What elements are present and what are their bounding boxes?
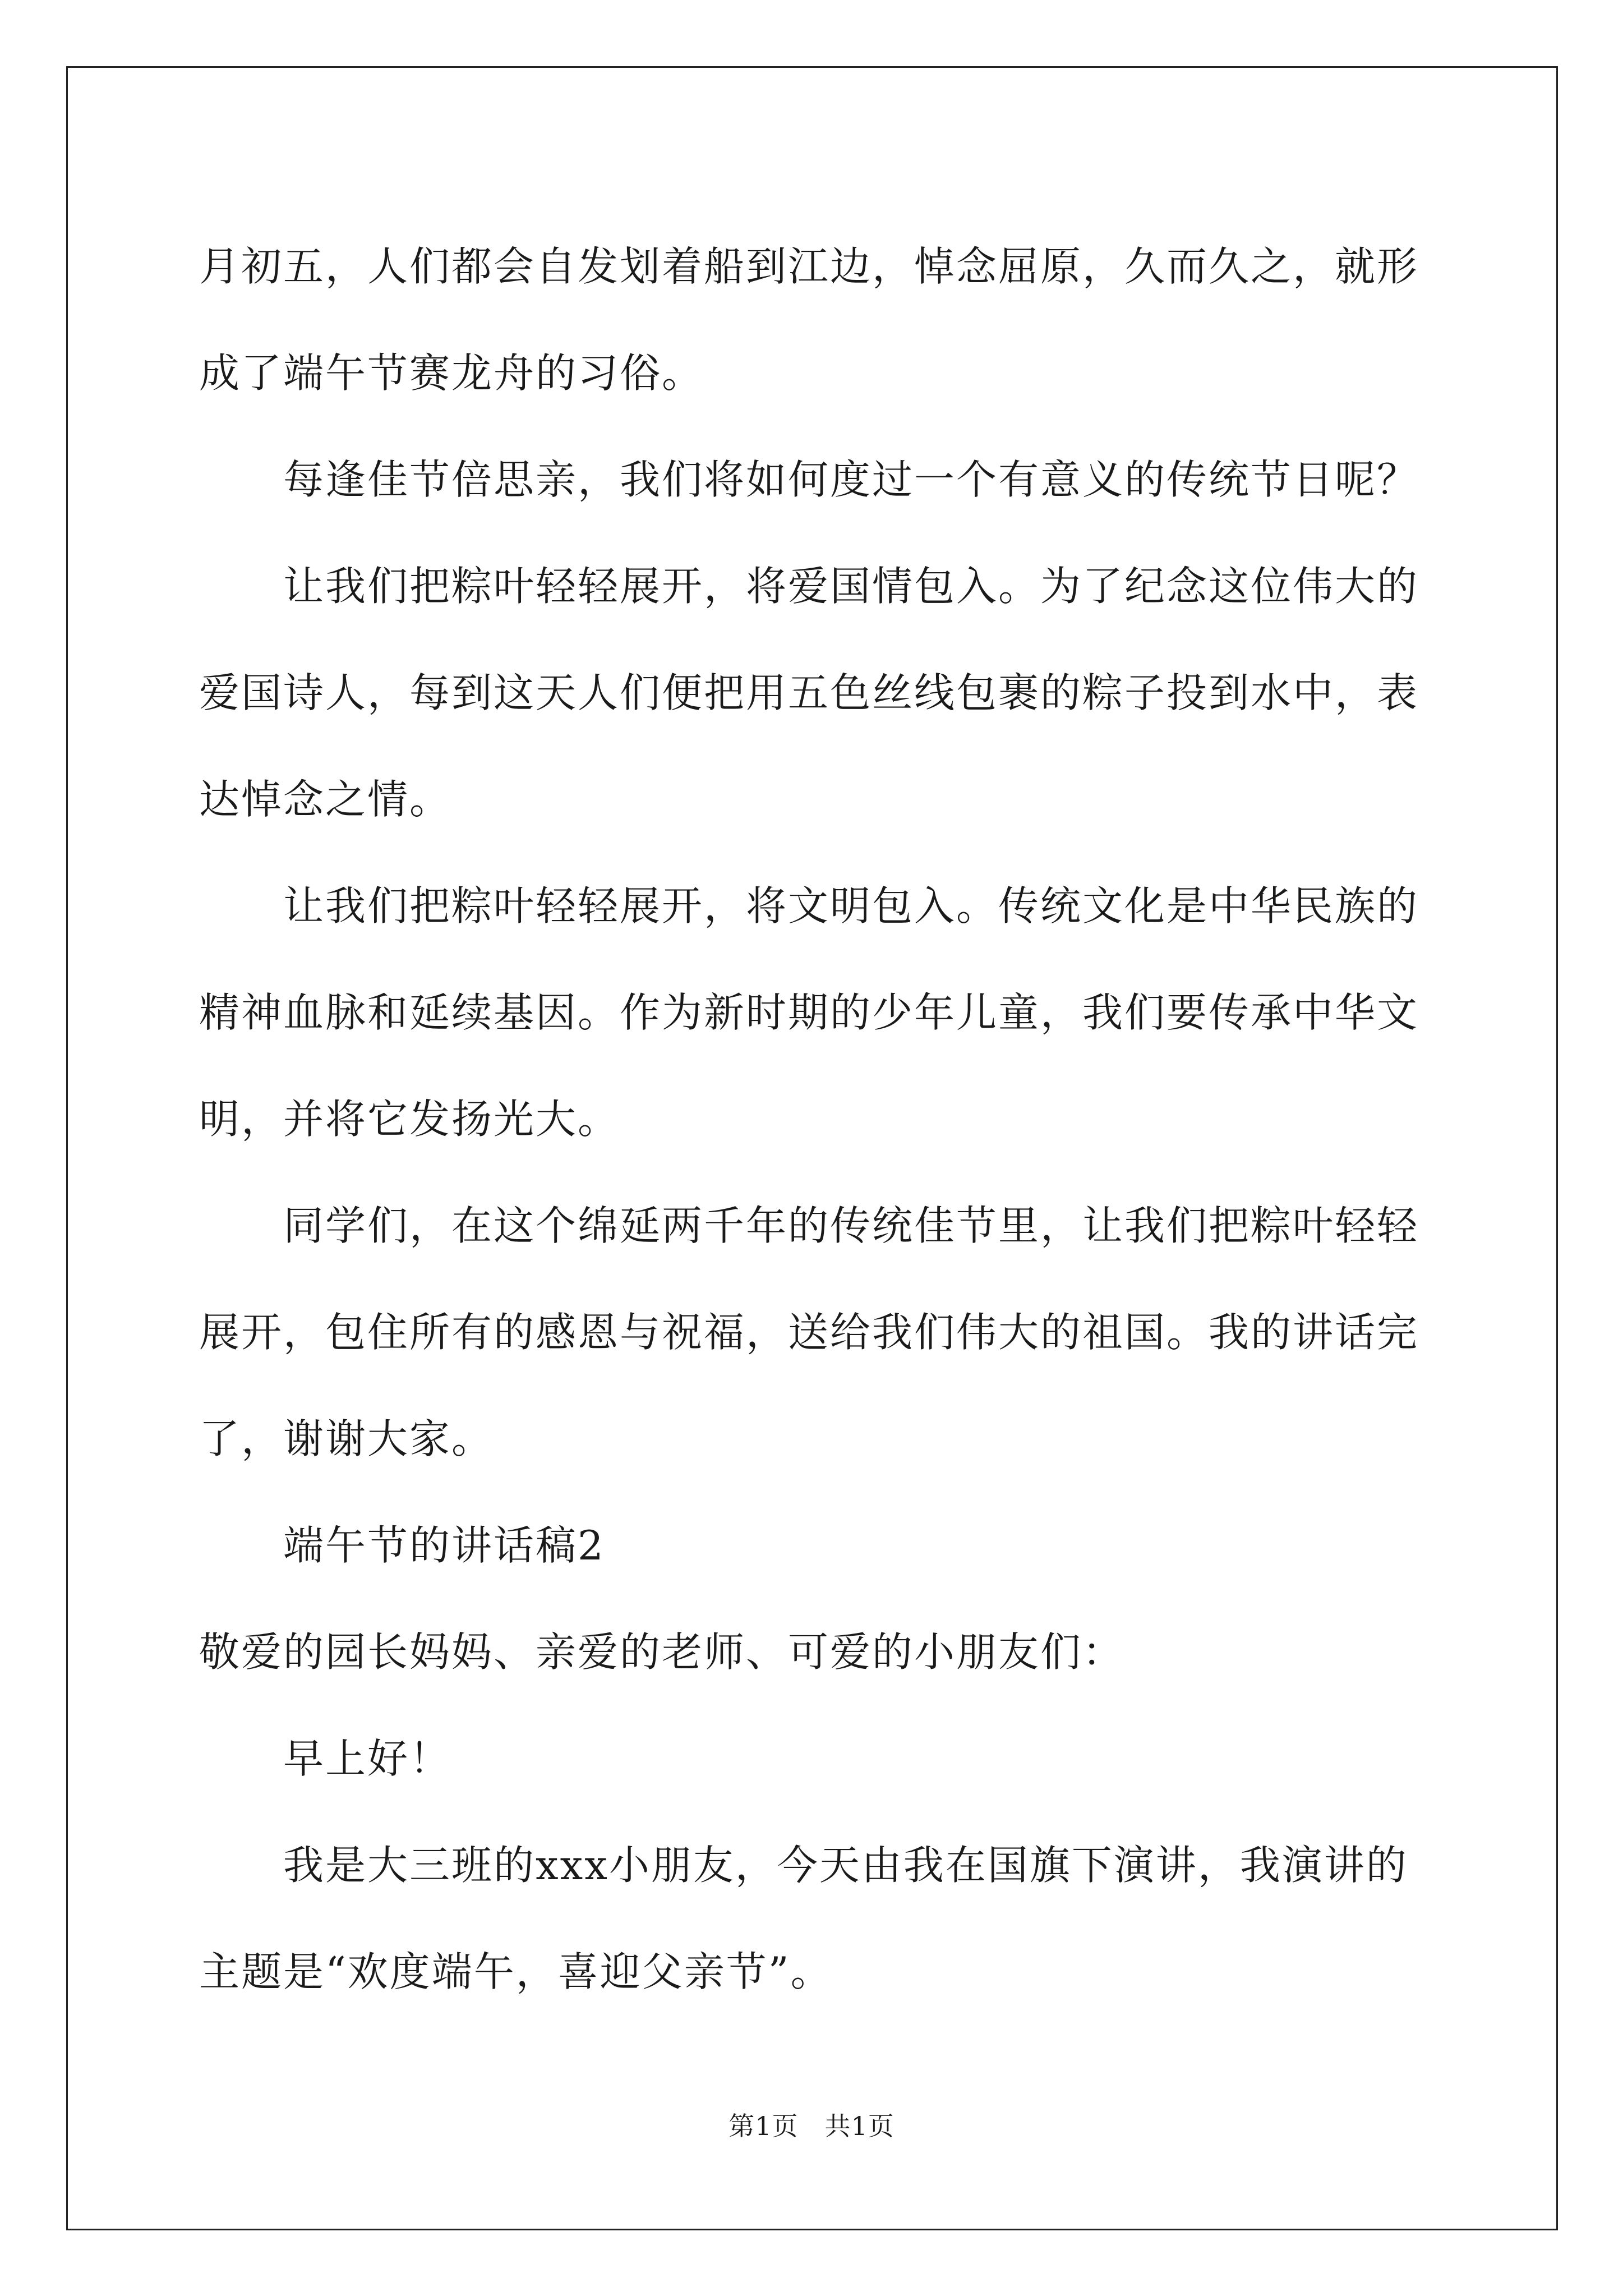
page-footer [0, 2109, 1623, 2143]
paragraph-2: 每逢佳节倍思亲，我们将如何度过一个有意义的传统节日呢？ [283, 456, 1419, 503]
paragraph-9: 我是大三班的xxx小朋友，今天由我在国旗下演讲，我演讲的主题是“欢度端午，喜迎父亲节”。 [199, 1842, 1408, 1995]
page-total: 共1页 [824, 2111, 895, 2141]
page-number: 第1页 [728, 2111, 799, 2141]
section-heading: 端午节的讲话稿2 [283, 1522, 605, 1569]
paragraph-3: 让我们把粽叶轻轻展开，将爱国情包入。为了纪念这位伟大的爱国诗人，每到这天人们便把用五色丝线包裹的粽子投到水中，表达悼念之情。 [199, 563, 1419, 823]
greeting: 早上好！ [283, 1735, 452, 1782]
salutation: 敬爱的园长妈妈、亲爱的老师、可爱的小朋友们： [199, 1628, 1125, 1676]
document-body [199, 213, 1427, 2025]
paragraph-5: 同学们，在这个绵延两千年的传统佳节里，让我们把粽叶轻轻展开，包住所有的感恩与祝福，送给我们伟大的祖国。我的讲话完了，谢谢大家。 [199, 1202, 1419, 1462]
footer-gap [799, 2111, 825, 2141]
paragraph-4: 让我们把粽叶轻轻展开，将文明包入。传统文化是中华民族的精神血脉和延续基因。作为新时期的少年儿童，我们要传承中华文明，并将它发扬光大。 [199, 882, 1419, 1143]
paragraph-1: 月初五，人们都会自发划着船到江边，悼念屈原，久而久之，就形成了端午节赛龙舟的习俗。 [199, 243, 1419, 397]
